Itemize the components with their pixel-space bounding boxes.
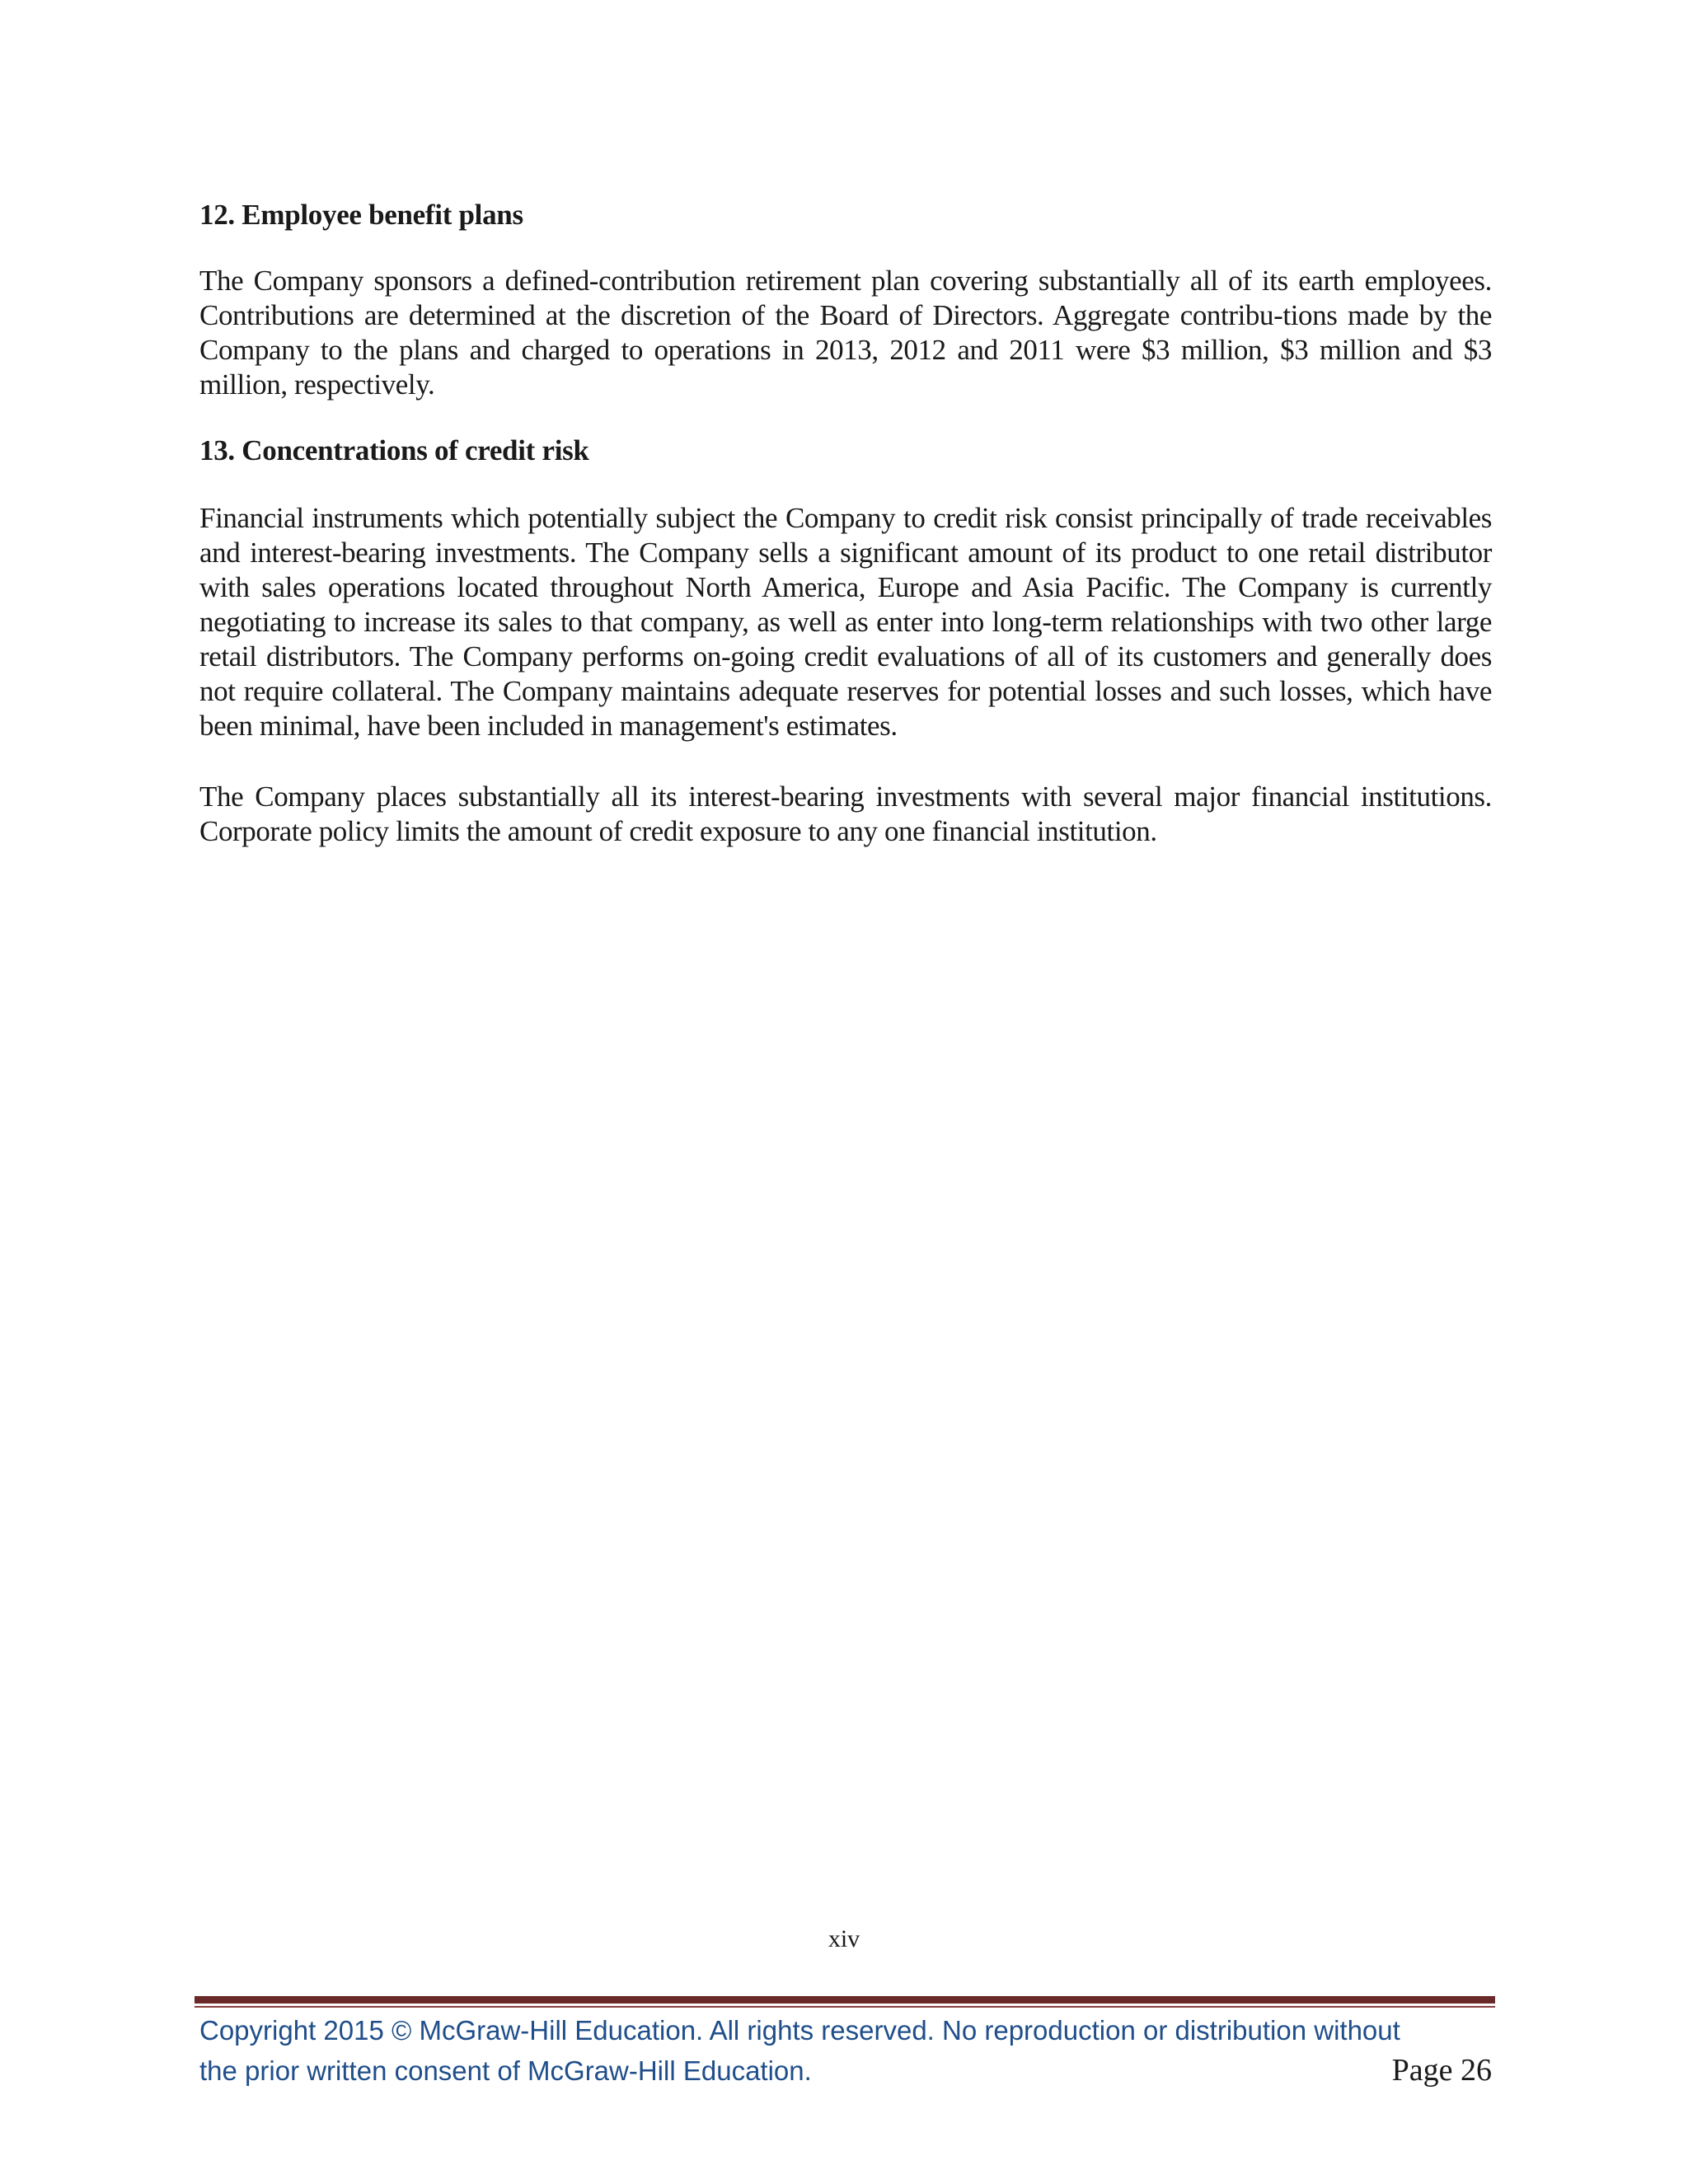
- footer-divider-thick: [195, 1996, 1495, 2004]
- section-12-paragraph: The Company sponsors a defined-contribution retirement plan covering substantially all of its earth employees. Contributions are determined at the discretion of the Board of Directors. Aggregate contribu-tions made by the Company to the plans and charged to operations in 2013, 2012 and 2011 were $3 million, $3 million and $3 million, respectively.: [199, 265, 1492, 401]
- copyright-line-2: the prior written consent of McGraw-Hill Education.: [199, 2055, 812, 2086]
- copyright-line-1: Copyright 2015 © McGraw-Hill Education. All rights reserved. No reproduction or distribution without: [199, 2015, 1400, 2046]
- page-number-label: Page 26: [1391, 2053, 1492, 2088]
- document-body: [199, 196, 1492, 849]
- footer: [199, 2011, 1492, 2091]
- section-12-heading: 12. Employee benefit plans: [199, 199, 523, 231]
- section-13-heading: 13. Concentrations of credit risk: [199, 434, 589, 466]
- footer-divider-thin: [195, 2006, 1495, 2008]
- section-13-paragraph-2: The Company places substantially all its interest-bearing investments with several major financial institutions. Corporate policy limits the amount of credit exposure to any one financial institution.: [199, 780, 1492, 847]
- footer-line-2: [199, 2050, 1492, 2091]
- roman-page-number: xiv: [828, 1925, 860, 1952]
- section-13-paragraph-1: Financial instruments which potentially subject the Company to credit risk consist principally of trade receivables and interest-bearing investments. The Company sells a significant amount of its product to one retail distributor with sales operations located throughout North America, Europe and Asia Pacific. The Company is currently negotiating to increase its sales to that company, as well as enter into long-term relationships with two other large retail distributors. The Company performs on-going credit evaluations of all of its customers and generally does not require collateral. The Company maintains adequate reserves for potential losses and such losses, which have been minimal, have been included in management's estimates.: [199, 502, 1492, 742]
